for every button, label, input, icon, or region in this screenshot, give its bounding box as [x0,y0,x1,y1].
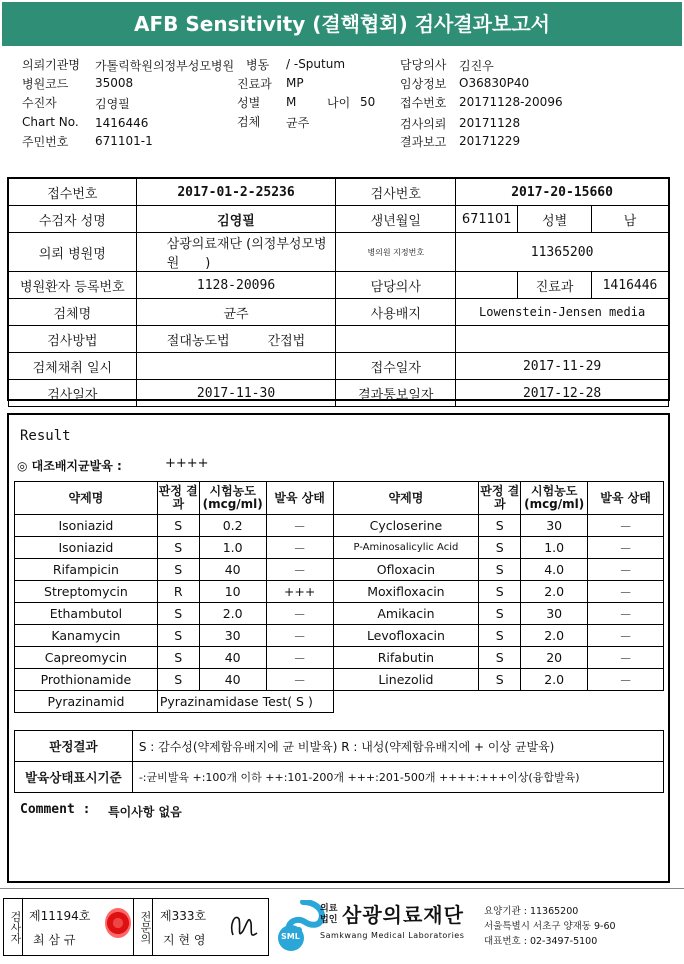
drug-name: Isoniazid [15,515,158,537]
header-value: 균주 [286,116,310,130]
info-value: 2017-12-28 [456,380,669,407]
specialist-label: 전문의 [133,899,153,955]
legend-text: S : 감수성(약제함유배지에 균 비발육) R : 내성(약제함유배지에 + 이상 균발육) [132,731,663,762]
drug-name: Prothionamide [15,669,158,691]
growth: － [266,537,333,559]
empty-cell [333,691,663,713]
header-value: MP [286,76,304,90]
growth: － [588,581,664,603]
drug-name: Capreomycin [15,647,158,669]
info-value [456,272,518,299]
header-value: 671101-1 [95,134,153,148]
drug-name: Isoniazid [15,537,158,559]
col-header: 약제명 [333,482,479,515]
header-value: 35008 [95,76,134,90]
info-table [8,178,669,407]
judgement: S [157,515,199,537]
info-empty [456,326,669,353]
info-label: 결과통보일자 [336,380,456,407]
legend-text: -:균비발육 +:100개 이하 ++:101-200개 +++:201-500개 ++++:+++이상(융합발육) [132,762,663,793]
info-label: 접수일자 [336,353,456,380]
legend-table [14,730,664,793]
header-label: 성별 [237,96,261,110]
concentration: 2.0 [521,581,588,603]
drug-name: Kanamycin [15,625,158,647]
growth: +++ [266,581,333,603]
footer-divider [0,888,684,889]
col-header: 발육 상태 [588,482,664,515]
info-label: 의뢰 병원명 [9,233,137,272]
report-title: AFB Sensitivity (결핵협회) 검사결과보고서 [2,2,682,46]
header-label: 진료과 [237,77,272,91]
info-value: 2017-20-15660 [456,179,669,206]
info-label: 검체명 [9,299,137,326]
info-value [136,233,336,272]
header-label: 병원코드 [22,77,69,91]
info-label: 접수번호 [9,179,137,206]
table-row [15,647,664,669]
info-value: 671101 [456,206,518,233]
header-label: 결과보고 [400,135,447,149]
info-value: 김영필 [136,206,336,233]
org-prefix: 의료 법인 [320,904,338,925]
header-label: 병동 [246,58,270,72]
pyrazinamidase-result: Pyrazinamidase Test( S ) [157,691,333,713]
concentration: 0.2 [199,515,266,537]
growth: － [266,559,333,581]
specialist-name: 지 현 영 [163,933,206,947]
judgement: S [479,581,521,603]
inspector-label: 검사자 [4,899,23,955]
method-1: 절대농도법 [166,333,230,349]
growth: － [588,625,664,647]
info-value: 균주 [136,299,336,326]
control-value: ++++ [165,456,209,471]
judgement: R [157,581,199,603]
col-header: 시험농도 (mcg/ml) [199,482,266,515]
info-label: 검체채취 일시 [9,353,137,380]
growth: － [266,625,333,647]
header-value: 20171229 [459,134,521,148]
header-label: 임상정보 [400,77,447,91]
info-value: Lowenstein-Jensen media [456,299,669,326]
info-label: 담당의사 [336,272,456,299]
judgement: S [479,537,521,559]
drug-name: P-Aminosalicylic Acid [333,537,479,559]
header-value: 20171128 [459,116,521,130]
drug-name: Ethambutol [15,603,158,625]
info-value [336,326,456,353]
header-value: 20171128-20096 [459,95,563,109]
age-value: 50 [360,95,376,109]
info-value: 1128-20096 [136,272,336,299]
drug-name: Rifampicin [15,559,158,581]
inspector-no: 제11194호 [29,909,91,923]
table-row [15,669,664,691]
header-value: O36830P40 [459,76,530,90]
org-tel: 대표번호 : 02-3497-5100 [484,936,598,947]
judgement: S [479,647,521,669]
table-row [15,515,664,537]
info-value: 2017-01-2-25236 [136,179,336,206]
drug-name: Pyrazinamid [15,691,158,713]
table-row [15,625,664,647]
org-name: 삼광의료재단 [342,903,464,927]
header-label: 의뢰기관명 [22,58,80,72]
inspector-name: 최 삼 규 [33,933,76,947]
info-value [136,326,336,353]
info-label: 병의원 지정번호 [336,233,456,272]
growth: － [266,603,333,625]
judgement: S [479,515,521,537]
judgement: S [479,559,521,581]
header-label: 주민번호 [22,135,69,149]
info-label: 사용배지 [336,299,456,326]
header-label: 접수번호 [400,96,447,110]
header-value: 가톨릭학원의정부성모병원 [95,59,235,73]
signature-icon [225,905,261,945]
hospital-name: 삼광의료재단 (의정부성모병원 [166,237,327,271]
table-row [15,559,664,581]
drug-name: Amikacin [333,603,479,625]
judgement: S [479,603,521,625]
col-header: 시험농도 (mcg/ml) [521,482,588,515]
hospital-paren: ) [205,256,211,271]
header-value: / -Sputum [286,57,346,71]
logo-badge: SML [281,932,300,941]
growth: － [588,515,664,537]
header-label: 검체 [237,115,261,129]
org-en: Samkwang Medical Laboratories [320,931,465,940]
judgement: S [479,625,521,647]
comment-label: Comment : [20,802,91,817]
info-label: 성별 [518,206,592,233]
growth: － [266,669,333,691]
col-header: 판정 결과 [479,482,521,515]
judgement: S [157,669,199,691]
legend-label: 판정결과 [15,731,133,762]
concentration: 20 [521,647,588,669]
legend-label: 발육상태표시기준 [15,762,133,793]
drug-name: Levofloxacin [333,625,479,647]
table-header-row [15,482,664,515]
header-label: 검사의뢰 [400,117,447,131]
inspector-seal-icon [105,908,131,938]
comment-value: 특이사항 없음 [108,805,182,819]
growth: － [588,603,664,625]
judgement: S [157,559,199,581]
info-label: 검사일자 [9,380,137,407]
info-label: 병원환자 등록번호 [9,272,137,299]
header-value: 김영필 [95,97,130,111]
info-label: 수검자 성명 [9,206,137,233]
info-value [136,353,336,380]
drug-name: Streptomycin [15,581,158,603]
info-label: 검사번호 [336,179,456,206]
info-label: 검사방법 [9,326,137,353]
judgement: S [157,603,199,625]
concentration: 10 [199,581,266,603]
control-label: ◎ 대조배지균발육 : [17,459,122,473]
concentration: 40 [199,669,266,691]
drug-name: Ofloxacin [333,559,479,581]
table-row [15,603,664,625]
concentration: 4.0 [521,559,588,581]
specialist-no: 제333호 [160,909,207,923]
concentration: 2.0 [521,625,588,647]
drug-name: Moxifloxacin [333,581,479,603]
judgement: S [157,625,199,647]
concentration: 2.0 [521,669,588,691]
info-value: 1416446 [592,272,669,299]
info-label: 진료과 [518,272,592,299]
growth: － [588,669,664,691]
method-2: 간접법 [267,333,306,349]
growth: － [588,537,664,559]
info-value: 2017-11-29 [456,353,669,380]
growth: － [266,515,333,537]
judgement: S [479,669,521,691]
info-label: 생년월일 [336,206,456,233]
header-label: Chart No. [22,115,79,129]
header-value: 김진우 [459,59,494,73]
drug-name: Rifabutin [333,647,479,669]
info-value: 2017-11-30 [136,380,336,407]
concentration: 30 [521,603,588,625]
table-row [15,581,664,603]
judgement: S [157,647,199,669]
concentration: 30 [199,625,266,647]
info-value: 남 [592,206,669,233]
drug-name: Cycloserine [333,515,479,537]
info-value: 11365200 [456,233,669,272]
result-heading: Result [20,428,71,444]
table-body [15,515,664,691]
concentration: 2.0 [199,603,266,625]
header-value: 1416446 [95,116,149,130]
growth: － [588,647,664,669]
table-row [15,537,664,559]
org-code: 요양기관 : 11365200 [484,906,579,917]
org-address: 서울특별시 서초구 양재동 9-60 [484,921,616,932]
header-label: 수진자 [22,96,57,110]
col-header: 판정 결과 [157,482,199,515]
col-header: 발육 상태 [266,482,333,515]
table-row [15,691,664,713]
header-label: 담당의사 [400,58,447,72]
growth: － [266,647,333,669]
concentration: 30 [521,515,588,537]
col-header: 약제명 [15,482,158,515]
growth: － [588,559,664,581]
concentration: 40 [199,559,266,581]
drug-name: Linezolid [333,669,479,691]
header-value: M [286,95,297,109]
concentration: 40 [199,647,266,669]
concentration: 1.0 [199,537,266,559]
susceptibility-table [14,481,664,713]
age-label: 나이 [327,96,351,110]
concentration: 1.0 [521,537,588,559]
judgement: S [157,537,199,559]
